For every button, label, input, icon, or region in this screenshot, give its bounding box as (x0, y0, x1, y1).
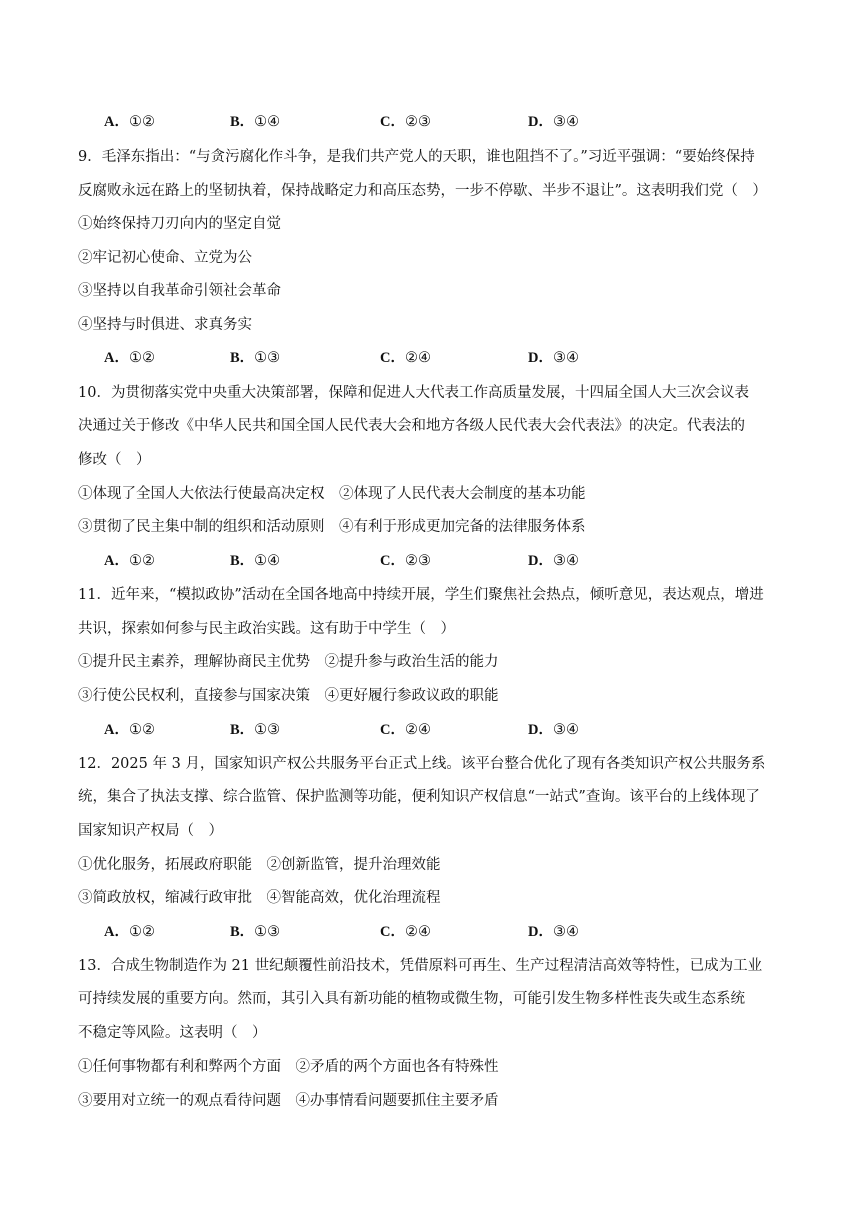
q11-stem-line-2: 共识，探索如何参与民主政治实践。这有助于中学生（ ） (78, 621, 455, 637)
q9-statement-2: ②牢记初心使命、立党为公 (78, 250, 252, 266)
q13-stem-line-2: 可持续发展的重要方向。然而，其引入具有新功能的植物或微生物，可能引发生物多样性丧失或生态系统 (78, 991, 745, 1007)
q10-option-b: B．①④ (230, 553, 281, 569)
q9-stem-line-2: 反腐败永远在路上的坚韧执着，保持战略定力和高压态势，一步不停歇、半步不退让”。这表明我们党（ ） (78, 183, 767, 199)
q12-option-b: B．①③ (230, 924, 281, 940)
q12-option-c: C．②④ (380, 924, 431, 940)
q12-option-a: A．①② (104, 924, 155, 940)
q10-statement-row-1: ①体现了全国人大依法行使最高决定权 ②体现了人民代表大会制度的基本功能 (78, 486, 586, 502)
q10-option-c: C．②③ (380, 553, 431, 569)
q12-option-d: D．③④ (528, 924, 579, 940)
q11-stem-line-1: 11．近年来，“模拟政协”活动在全国各地高中持续开展，学生们聚焦社会热点，倾听意见，表达观点，增进 (78, 587, 764, 603)
q10-option-d: D．③④ (528, 553, 579, 569)
q12-statement-row-1: ①优化服务，拓展政府职能 ②创新监管，提升治理效能 (78, 857, 441, 873)
q12-stem-line-3: 国家知识产权局（ ） (78, 823, 223, 839)
q12-statement-row-2: ③简政放权，缩减行政审批 ④智能高效，优化治理流程 (78, 890, 441, 906)
q9-statement-4: ④坚持与时俱进、求真务实 (78, 317, 252, 333)
q8-option-c: C．②③ (380, 114, 431, 130)
q13-stem-line-1: 13．合成生物制造作为 21 世纪颠覆性前沿技术，凭借原料可再生、生产过程清洁高效等特性，已成为工业 (78, 958, 763, 974)
q11-statement-row-2: ③行使公民权利，直接参与国家决策 ④更好履行参政议政的职能 (78, 688, 499, 704)
q12-stem-line-2: 统，集合了执法支撑、综合监管、保护监测等功能，便利知识产权信息“一站式”查询。该平台的上线体现了 (78, 789, 760, 805)
q11-option-b: B．①③ (230, 722, 281, 738)
q10-statement-row-2: ③贯彻了民主集中制的组织和活动原则 ④有利于形成更加完备的法律服务体系 (78, 519, 586, 535)
q9-option-c: C．②④ (380, 350, 431, 366)
q11-statement-row-1: ①提升民主素养，理解协商民主优势 ②提升参与政治生活的能力 (78, 654, 499, 670)
q9-option-a: A．①② (104, 350, 155, 366)
q10-stem-line-3: 修改（ ） (78, 452, 151, 468)
q9-statement-3: ③坚持以自我革命引领社会革命 (78, 283, 281, 299)
q8-option-b: B．①④ (230, 114, 281, 130)
q9-stem-line-1: 9．毛泽东指出：“与贪污腐化作斗争，是我们共产党人的天职，谁也阻挡不了。”习近平强调：“要始终保持 (78, 149, 755, 165)
q11-option-d: D．③④ (528, 722, 579, 738)
q9-option-b: B．①③ (230, 350, 281, 366)
q10-stem-line-2: 决通过关于修改《中华人民共和国全国人民代表大会和地方各级人民代表大会代表法》的决定。代表法的 (78, 418, 745, 434)
q13-statement-row-2: ③要用对立统一的观点看待问题 ④办事情看问题要抓住主要矛盾 (78, 1093, 499, 1109)
q13-stem-line-3: 不稳定等风险。这表明（ ） (78, 1025, 267, 1041)
q8-option-d: D．③④ (528, 114, 579, 130)
q9-statement-1: ①始终保持刀刃向内的坚定自觉 (78, 216, 281, 232)
q13-statement-row-1: ①任何事物都有利和弊两个方面 ②矛盾的两个方面也各有特殊性 (78, 1059, 499, 1075)
q11-option-a: A．①② (104, 722, 155, 738)
q8-option-a: A．①② (104, 114, 155, 130)
q11-option-c: C．②④ (380, 722, 431, 738)
q12-stem-line-1: 12．2025 年 3 月，国家知识产权公共服务平台正式上线。该平台整合优化了现有各类知识产权公共服务系 (78, 756, 766, 772)
q9-option-d: D．③④ (528, 350, 579, 366)
q10-option-a: A．①② (104, 553, 155, 569)
q10-stem-line-1: 10．为贯彻落实党中央重大决策部署，保障和促进人大代表工作高质量发展，十四届全国人大三次会议表 (78, 385, 749, 401)
